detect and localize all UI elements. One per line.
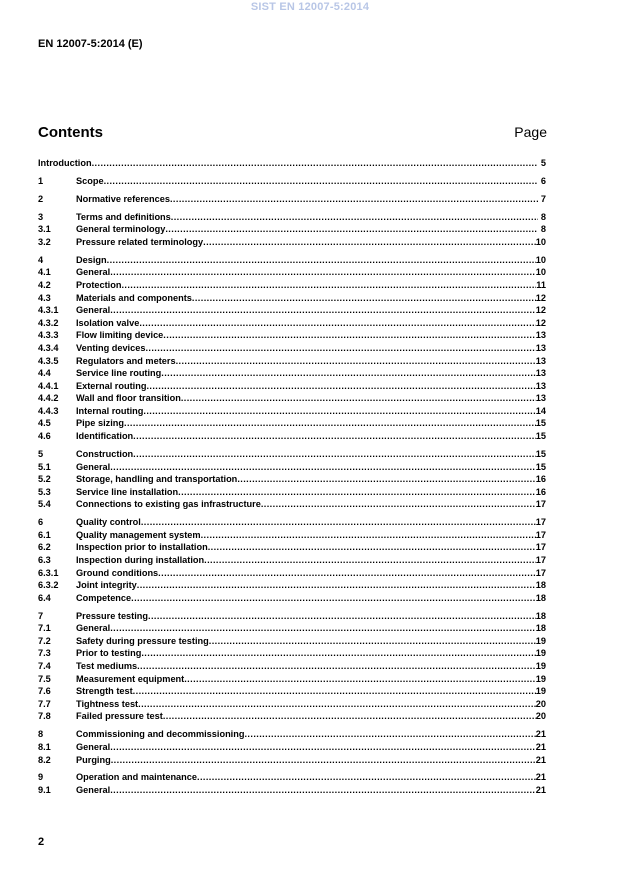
document-id: EN 12007-5:2014 (E) bbox=[38, 38, 143, 50]
toc-entry-number: 7 bbox=[38, 610, 44, 621]
toc-entry-title[interactable]: Failed pressure test bbox=[76, 711, 163, 722]
toc-entry[interactable] bbox=[38, 784, 546, 797]
dot-leader bbox=[181, 392, 536, 405]
toc-entry-number: 1 bbox=[38, 175, 44, 186]
toc-entry-number: 4.3 bbox=[38, 292, 51, 303]
toc-entry[interactable] bbox=[38, 461, 546, 474]
toc-entry-number: 3.2 bbox=[38, 236, 51, 247]
dot-leader bbox=[261, 498, 536, 511]
toc-entry[interactable] bbox=[38, 728, 546, 741]
toc-entry[interactable] bbox=[38, 635, 546, 648]
toc-entry-title[interactable]: Terms and definitions bbox=[76, 211, 171, 222]
toc-entry[interactable] bbox=[38, 236, 546, 249]
toc-entry[interactable] bbox=[38, 329, 546, 342]
toc-entry-page: 12 bbox=[535, 305, 546, 316]
toc-entry-title[interactable]: Scope bbox=[76, 175, 104, 186]
toc-entry[interactable] bbox=[38, 554, 546, 567]
dot-leader bbox=[165, 223, 538, 236]
dot-leader bbox=[111, 754, 536, 767]
toc-entry[interactable] bbox=[38, 592, 546, 605]
toc-entry-title[interactable]: Safety during pressure testing bbox=[76, 635, 209, 646]
toc-entry-page: 16 bbox=[535, 474, 546, 485]
toc-entry-number: 7.5 bbox=[38, 673, 51, 684]
toc-entry-number: 4.1 bbox=[38, 267, 51, 278]
toc-entry-number: 7.4 bbox=[38, 661, 51, 672]
toc-entry-page: 21 bbox=[535, 741, 546, 752]
dot-leader bbox=[163, 710, 536, 723]
dot-leader bbox=[192, 292, 536, 305]
dot-leader bbox=[148, 610, 536, 623]
dot-leader bbox=[131, 592, 536, 605]
toc-entry-page: 18 bbox=[535, 623, 546, 634]
toc-entry-number: 5 bbox=[38, 448, 44, 459]
toc-entry[interactable] bbox=[38, 380, 546, 393]
dot-leader bbox=[133, 430, 536, 443]
toc-entry-page: 17 bbox=[535, 517, 546, 528]
toc-entry[interactable] bbox=[38, 622, 546, 635]
toc-entry-title[interactable]: Operation and maintenance bbox=[76, 772, 197, 783]
toc-entry-number: 4.3.5 bbox=[38, 355, 59, 366]
dot-leader bbox=[203, 236, 536, 249]
toc-entry[interactable] bbox=[38, 567, 546, 580]
toc-entry-number: 6.3.2 bbox=[38, 580, 59, 591]
toc-entry-title[interactable]: General bbox=[76, 623, 111, 634]
toc-entry-title[interactable]: Ground conditions bbox=[76, 567, 159, 578]
toc-entry-number: 9.1 bbox=[38, 784, 51, 795]
dot-leader bbox=[110, 304, 536, 317]
dot-leader bbox=[197, 771, 536, 784]
dot-leader bbox=[244, 728, 535, 741]
toc-entry-number: 8.1 bbox=[38, 741, 51, 752]
toc-entry-title[interactable]: External routing bbox=[76, 380, 147, 391]
toc-entry-title[interactable]: Strength test bbox=[76, 686, 133, 697]
toc-entry-number: 6.4 bbox=[38, 592, 51, 603]
toc-entry-title[interactable]: Flow limiting device bbox=[76, 330, 164, 341]
toc-entry-number: 5.4 bbox=[38, 499, 51, 510]
toc-entry-page: 5 bbox=[540, 158, 546, 168]
toc-entry[interactable] bbox=[38, 430, 546, 443]
toc-entry-title[interactable]: General bbox=[76, 741, 111, 752]
toc-entry-title[interactable]: Prior to testing bbox=[76, 648, 142, 659]
toc-entry-title[interactable]: Storage, handling and transportation bbox=[76, 474, 238, 485]
toc-entry[interactable] bbox=[38, 673, 546, 686]
toc-entry-number: 6 bbox=[38, 517, 44, 528]
toc-entry-page: 18 bbox=[535, 592, 546, 603]
toc-entry[interactable] bbox=[38, 405, 546, 418]
toc-entry-title[interactable]: Test mediums bbox=[76, 661, 138, 672]
toc-entry-number: 7.7 bbox=[38, 698, 51, 709]
toc-entry-number: 4.4.3 bbox=[38, 405, 59, 416]
toc-entry-page: 20 bbox=[535, 711, 546, 722]
toc-entry-title[interactable]: Joint integrity bbox=[76, 580, 137, 591]
toc-entry[interactable] bbox=[38, 771, 546, 784]
toc-entry-title[interactable]: Pipe sizing bbox=[76, 418, 124, 429]
toc-entry-number: 4.3.4 bbox=[38, 342, 59, 353]
toc-entry-page: 13 bbox=[535, 393, 546, 404]
toc-entry-number: 4.4 bbox=[38, 368, 51, 379]
dot-leader bbox=[170, 193, 538, 206]
toc-entry-page: 13 bbox=[535, 380, 546, 391]
toc-entry[interactable] bbox=[38, 317, 546, 330]
toc-entry-title[interactable]: Tightness test bbox=[76, 698, 139, 709]
toc-entry-title[interactable]: Pressure related terminology bbox=[76, 236, 204, 247]
toc-entry[interactable] bbox=[38, 698, 546, 711]
page-column-heading: Page bbox=[514, 124, 547, 140]
dot-leader bbox=[158, 567, 536, 580]
toc-entry-page: 17 bbox=[535, 542, 546, 553]
toc-entry-number: 5.2 bbox=[38, 474, 51, 485]
toc-entry-title[interactable]: Protection bbox=[76, 279, 122, 290]
toc-entry[interactable] bbox=[38, 342, 546, 355]
toc-entry[interactable] bbox=[38, 392, 546, 405]
toc-entry-title[interactable]: Internal routing bbox=[76, 405, 144, 416]
toc-entry-page: 13 bbox=[535, 368, 546, 379]
toc-entry[interactable] bbox=[38, 211, 546, 224]
toc-entry[interactable] bbox=[38, 741, 546, 754]
toc-entry-title[interactable]: Quality control bbox=[76, 517, 141, 528]
toc-entry-title[interactable]: Quality management system bbox=[76, 529, 201, 540]
dot-leader bbox=[176, 355, 536, 368]
toc-entry-number: 4 bbox=[38, 254, 44, 265]
toc-entry[interactable] bbox=[38, 279, 546, 292]
toc-entry-number: 5.1 bbox=[38, 461, 51, 472]
toc-entry-page: 12 bbox=[535, 317, 546, 328]
toc-entry-page: 7 bbox=[540, 193, 546, 204]
dot-leader bbox=[121, 279, 536, 292]
toc-entry[interactable] bbox=[38, 304, 546, 317]
toc-entry-number: 7.6 bbox=[38, 686, 51, 697]
toc-entry-title[interactable]: General bbox=[76, 461, 111, 472]
toc-entry-number: 4.4.1 bbox=[38, 380, 59, 391]
toc-entry-page: 10 bbox=[535, 267, 546, 278]
toc-entry[interactable] bbox=[38, 486, 546, 499]
toc-entry-page: 18 bbox=[535, 580, 546, 591]
dot-leader bbox=[110, 784, 536, 797]
toc-entry-page: 6 bbox=[540, 175, 546, 186]
toc-entry[interactable] bbox=[38, 529, 546, 542]
dot-leader bbox=[204, 554, 536, 567]
toc-entry-page: 13 bbox=[535, 355, 546, 366]
toc-entry[interactable] bbox=[38, 292, 546, 305]
toc-entry-page: 20 bbox=[535, 698, 546, 709]
toc-entry[interactable] bbox=[38, 448, 546, 461]
dot-leader bbox=[104, 175, 538, 188]
toc-entry-title[interactable]: Pressure testing bbox=[76, 610, 148, 621]
dot-leader bbox=[178, 486, 536, 499]
dot-leader bbox=[146, 380, 535, 393]
dot-leader bbox=[143, 405, 535, 418]
toc-entry-number: 8 bbox=[38, 729, 44, 740]
toc-entry-title[interactable]: Service line installation bbox=[76, 486, 179, 497]
toc-entry[interactable] bbox=[38, 355, 546, 368]
toc-entry[interactable] bbox=[38, 266, 546, 279]
toc-entry-page: 15 bbox=[535, 431, 546, 442]
dot-leader bbox=[209, 635, 536, 648]
toc-entry-page: 11 bbox=[536, 279, 546, 290]
toc-entry-number: 4.5 bbox=[38, 418, 51, 429]
dot-leader bbox=[145, 342, 535, 355]
toc-entry-page: 21 bbox=[535, 754, 546, 765]
toc-entry-title[interactable]: Service line routing bbox=[76, 368, 162, 379]
dot-leader bbox=[133, 448, 536, 461]
toc-entry[interactable] bbox=[38, 754, 546, 767]
toc-entry[interactable] bbox=[38, 710, 546, 723]
dot-leader bbox=[161, 367, 536, 380]
toc-entry[interactable] bbox=[38, 157, 546, 170]
toc-entry-page: 17 bbox=[535, 529, 546, 540]
toc-entry[interactable] bbox=[38, 579, 546, 592]
toc-entry-title[interactable]: Purging bbox=[76, 754, 111, 765]
toc-entry-title[interactable]: Wall and floor transition bbox=[76, 393, 181, 404]
toc-entry-number: 7.8 bbox=[38, 711, 51, 722]
dot-leader bbox=[201, 529, 536, 542]
toc-entry-page: 17 bbox=[535, 555, 546, 565]
dot-leader bbox=[110, 461, 536, 474]
toc-entry[interactable] bbox=[38, 367, 546, 380]
toc-entry-title[interactable]: Commissioning and decommissioning bbox=[76, 729, 245, 740]
toc-entry[interactable] bbox=[38, 647, 546, 660]
dot-leader bbox=[237, 473, 535, 486]
toc-entry[interactable] bbox=[38, 254, 546, 267]
toc-entry[interactable] bbox=[38, 193, 546, 206]
toc-entry-page: 19 bbox=[535, 635, 546, 646]
dot-leader bbox=[139, 317, 535, 330]
dot-leader bbox=[137, 660, 536, 673]
toc-entry[interactable] bbox=[38, 473, 546, 486]
toc-entry-page: 19 bbox=[535, 648, 546, 659]
dot-leader bbox=[184, 673, 536, 686]
toc-entry-title[interactable]: Inspection during installation bbox=[76, 555, 205, 565]
dot-leader bbox=[138, 698, 536, 711]
toc-entry-number: 4.3.2 bbox=[38, 317, 59, 328]
toc-entry-title[interactable]: Inspection prior to installation bbox=[76, 542, 208, 553]
toc-entry-page: 18 bbox=[535, 610, 546, 621]
dot-leader bbox=[110, 622, 536, 635]
toc-entry-page: 19 bbox=[535, 673, 546, 684]
toc-entry-page: 10 bbox=[535, 254, 546, 265]
dot-leader bbox=[208, 541, 536, 554]
toc-entry-title[interactable]: Construction bbox=[76, 448, 134, 459]
toc-entry-number: 3 bbox=[38, 211, 44, 222]
dot-leader bbox=[107, 254, 536, 267]
toc-entry-number: 9 bbox=[38, 772, 44, 783]
toc-entry-title[interactable]: Venting devices bbox=[76, 342, 146, 353]
toc-entry[interactable] bbox=[38, 223, 546, 236]
toc-entry-number: 7.1 bbox=[38, 623, 51, 634]
dot-leader bbox=[110, 266, 536, 279]
toc-entry-page: 17 bbox=[535, 499, 546, 510]
toc-entry[interactable] bbox=[38, 175, 546, 188]
toc-entry-number: 7.2 bbox=[38, 635, 51, 646]
toc-entry[interactable] bbox=[38, 610, 546, 623]
toc-entry-page: 12 bbox=[535, 292, 546, 303]
toc-entry-title[interactable]: Competence bbox=[76, 592, 132, 603]
toc-entry-page: 21 bbox=[535, 729, 546, 740]
toc-entry-title[interactable]: General bbox=[76, 305, 111, 316]
dot-leader bbox=[171, 211, 538, 224]
toc-entry-title[interactable]: Materials and components bbox=[76, 292, 192, 303]
toc-entry-number: 6.3 bbox=[38, 555, 51, 565]
toc-entry-title[interactable]: Measurement equipment bbox=[76, 673, 185, 684]
toc-entry-number: 6.2 bbox=[38, 542, 51, 553]
dot-leader bbox=[163, 329, 535, 342]
toc-entry[interactable] bbox=[38, 541, 546, 554]
table-of-contents bbox=[38, 157, 546, 797]
toc-entry[interactable] bbox=[38, 685, 546, 698]
toc-entry-page: 16 bbox=[535, 486, 546, 497]
toc-entry-title[interactable]: Connections to existing gas infrastructure bbox=[76, 499, 261, 510]
toc-entry-title[interactable]: Introduction bbox=[38, 158, 92, 168]
toc-entry-number: 3.1 bbox=[38, 224, 51, 235]
toc-entry-number: 8.2 bbox=[38, 754, 51, 765]
toc-entry-number: 4.3.1 bbox=[38, 305, 59, 316]
toc-entry-page: 8 bbox=[540, 224, 546, 235]
page-number: 2 bbox=[38, 836, 45, 848]
toc-entry-page: 8 bbox=[540, 211, 546, 222]
toc-entry-page: 15 bbox=[535, 461, 546, 472]
toc-entry-page: 15 bbox=[535, 418, 546, 429]
toc-entry-page: 14 bbox=[535, 405, 546, 416]
toc-entry-page: 21 bbox=[535, 772, 546, 783]
toc-entry[interactable] bbox=[38, 660, 546, 673]
dot-leader bbox=[92, 157, 538, 170]
toc-entry-number: 6.3.1 bbox=[38, 567, 59, 578]
toc-entry-number: 7.3 bbox=[38, 648, 51, 659]
toc-entry-number: 4.2 bbox=[38, 279, 51, 290]
toc-entry-page: 13 bbox=[535, 330, 546, 341]
toc-entry[interactable] bbox=[38, 417, 546, 430]
toc-entry-title[interactable]: General bbox=[76, 267, 111, 278]
toc-entry[interactable] bbox=[38, 516, 546, 529]
toc-entry-page: 13 bbox=[535, 342, 546, 353]
dot-leader bbox=[133, 685, 536, 698]
toc-entry-number: 6.1 bbox=[38, 529, 51, 540]
toc-entry-number: 4.6 bbox=[38, 431, 51, 442]
toc-entry-page: 19 bbox=[535, 686, 546, 697]
toc-entry-title[interactable]: General terminology bbox=[76, 224, 166, 235]
dot-leader bbox=[137, 579, 536, 592]
dot-leader bbox=[110, 741, 536, 754]
toc-entry[interactable] bbox=[38, 498, 546, 511]
toc-entry-page: 10 bbox=[535, 236, 546, 247]
toc-entry-title[interactable]: Isolation valve bbox=[76, 317, 140, 328]
dot-leader bbox=[141, 516, 536, 529]
toc-entry-title[interactable]: Design bbox=[76, 254, 107, 265]
toc-entry-number: 4.4.2 bbox=[38, 393, 59, 404]
toc-entry-page: 17 bbox=[535, 567, 546, 578]
toc-entry-title[interactable]: General bbox=[76, 784, 111, 795]
toc-entry-page: 15 bbox=[535, 448, 546, 459]
toc-entry-number: 5.3 bbox=[38, 486, 51, 497]
toc-entry-title[interactable]: Regulators and meters bbox=[76, 355, 176, 366]
dot-leader bbox=[124, 417, 536, 430]
contents-title: Contents bbox=[38, 124, 103, 141]
toc-entry-page: 21 bbox=[535, 784, 546, 795]
toc-entry-page: 19 bbox=[535, 661, 546, 672]
toc-entry-title[interactable]: Identification bbox=[76, 431, 134, 442]
toc-entry-number: 4.3.3 bbox=[38, 330, 59, 341]
toc-entry-title[interactable]: Normative references bbox=[76, 193, 170, 204]
watermark: SIST EN 12007-5:2014 bbox=[250, 1, 370, 13]
toc-entry-number: 2 bbox=[38, 193, 44, 204]
dot-leader bbox=[141, 647, 535, 660]
